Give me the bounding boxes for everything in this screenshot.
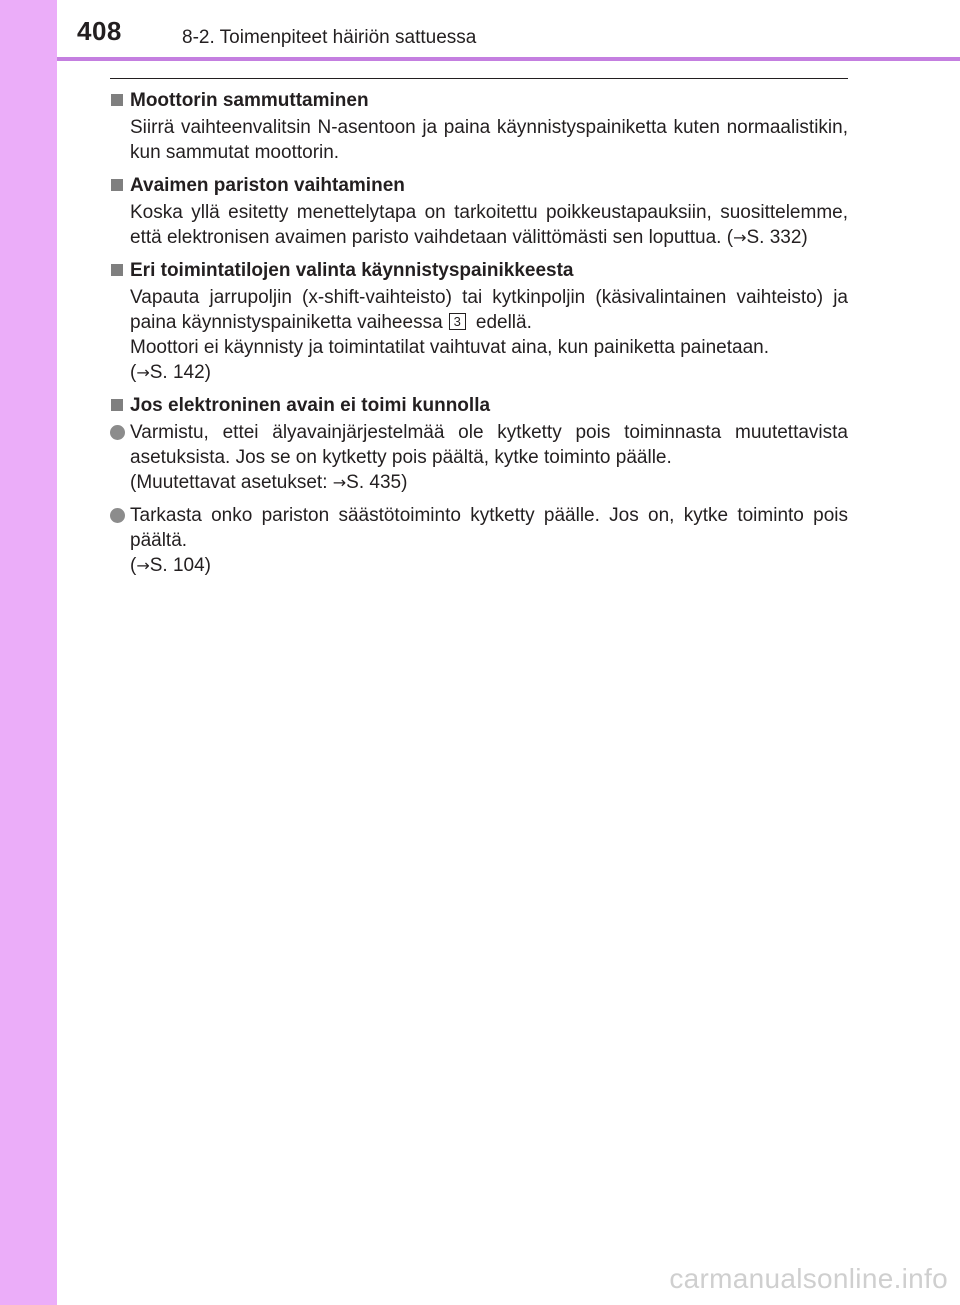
paragraph-text: Vapauta jarrupoljin (x-shift-vaihteisto) tai kytkinpoljin (käsivalintainen vaihteisto) ja paina käynnistyspainiketta vaiheessa (130, 287, 848, 333)
watermark: carmanualsonline.info (669, 1263, 948, 1294)
bullet-text: Varmistu, ettei älyavainjärjestelmää ole kytketty pois toiminnasta muutettavista asetuksista. Jos se on kytketty pois päältä, kytke toiminto päälle. (130, 422, 848, 468)
bullet-item (110, 420, 848, 495)
reference-prefix: ( (130, 555, 137, 576)
section-heading (110, 173, 848, 198)
paragraph-text: Siirrä vaihteenvalitsin N-asentoon ja paina käynnistyspainiketta kuten normaalistikin, kun sammutat moottorin. (130, 117, 848, 163)
paragraph-line (130, 360, 848, 385)
page-reference[interactable]: S. 435) (346, 472, 408, 493)
square-bullet-icon (111, 94, 123, 106)
square-bullet-icon (111, 264, 123, 276)
paragraph-text: edellä. (475, 312, 532, 333)
page-reference[interactable]: S. 332) (746, 227, 808, 248)
section-key-malfunction (110, 393, 848, 578)
page-reference[interactable]: S. 142) (149, 362, 211, 383)
paragraph-text: Moottori ei käynnisty ja toimintatilat vaihtuvat aina, kun painiketta painetaan. (130, 337, 769, 358)
paragraph-text: Koska yllä esitetty menettelytapa on tarkoitettu poikkeustapauksiin, suosittelemme, että elektronisen avaimen paristo vaihdetaan välittömästi sen loputtua. ( (130, 202, 848, 248)
paragraph-line (130, 335, 848, 360)
arrow-right-icon: → (332, 473, 347, 492)
section-paragraph (110, 285, 848, 385)
arrow-right-icon: → (136, 363, 150, 382)
section-battery-change (110, 173, 848, 250)
page-reference[interactable]: S. 104) (149, 555, 211, 576)
bullet-reference-line (130, 553, 848, 578)
bullet-item (110, 503, 848, 578)
page-number: 408 (77, 16, 122, 46)
section-mode-selection (110, 258, 848, 385)
heading-text: Moottorin sammuttaminen (130, 90, 369, 111)
section-heading (110, 88, 848, 113)
section-paragraph (110, 115, 848, 165)
content-divider (110, 78, 848, 79)
paren-open: ( (130, 362, 137, 383)
paragraph-line (130, 285, 848, 335)
heading-text: Avaimen pariston vaihtaminen (130, 175, 405, 196)
section-title: 8-2. Toimenpiteet häiriön sattuessa (182, 27, 477, 48)
round-bullet-icon (110, 425, 125, 440)
arrow-right-icon: → (733, 228, 747, 247)
side-tab-band (0, 0, 57, 1305)
reference-prefix: (Muutettavat asetukset: (130, 472, 333, 493)
header-rule (57, 57, 960, 61)
bullet-text: Tarkasta onko pariston säästötoiminto kytketty päälle. Jos on, kytke toiminto pois päältä. (130, 505, 848, 551)
arrow-right-icon: → (136, 556, 150, 575)
bullet-reference-line (130, 470, 848, 495)
square-bullet-icon (111, 399, 123, 411)
step-number-box: 3 (449, 313, 466, 330)
section-engine-stop (110, 88, 848, 165)
section-heading (110, 258, 848, 283)
round-bullet-icon (110, 508, 125, 523)
section-heading (110, 393, 848, 418)
heading-text: Eri toimintatilojen valinta käynnistyspainikkeesta (130, 260, 574, 281)
square-bullet-icon (111, 179, 123, 191)
heading-text: Jos elektroninen avain ei toimi kunnolla (130, 395, 491, 416)
content-area (110, 88, 848, 586)
section-paragraph (110, 200, 848, 250)
